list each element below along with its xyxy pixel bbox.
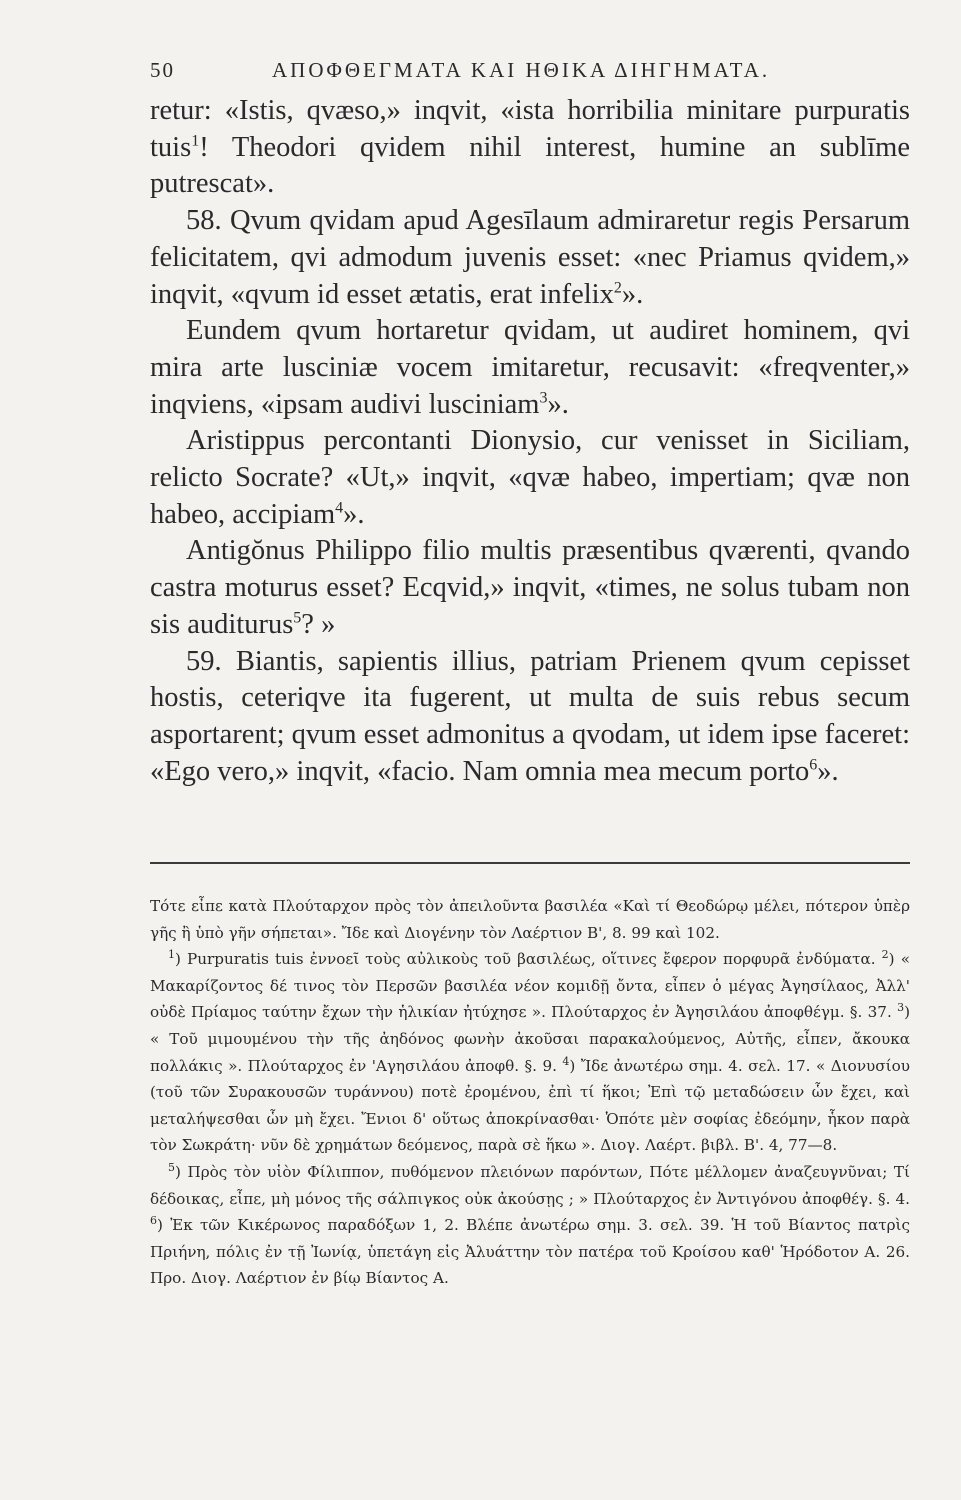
footnote-number-5: 5 [168, 1160, 175, 1174]
footnote-6: ) Ἐκ τῶν Κικέρωνος παραδόξων 1, 2. Βλέπε ἀνωτέρω σημ. 3. σελ. 39. Ἡ τοῦ Βίαντος πατρὶς Πριήνη, πόλις ἐν τῇ Ἰωνίᾳ, ὑπετάγη εἰς Ἀλυάττην τὸν πατέρα τοῦ Κροίσου καθ' Ἡρόδοτον Α. 26. Προ. Διογ. Λαέρτιον ἐν βίῳ Βίαντος Α. [150, 1216, 910, 1288]
footnote-4: ) Ἴδε ἀνωτέρω σημ. 4. σελ. 17. « Διονυσίου (τοῦ τῶν Συρακουσῶν τυράννου) ποτὲ ἐρομένου, ἐπὶ τί ἥκοι; Ἐπὶ τῷ μεταδώσειν ὧν ἔχει, καὶ μεταλήψεσθαι ὧν μὴ ἔχει. Ἔνιοι δ' οὕτως ἀποκρίνασθαι· Ὁπότε μὲν σοφίας ἐδεόμην, ἧκον παρὰ τὸν Σωκράτη· νῦν δὲ χρημάτων δεόμενος, παρὰ σὲ ἥκω ». Διογ. Λαέρτ. βιβλ. Β'. 4, 77—8. [150, 1056, 910, 1155]
footnote-intro: Τότε εἶπε κατὰ Πλούταρχον πρὸς τὸν ἀπειλοῦντα βασιλέα «Καὶ τί Θεοδώρῳ μέλει, πότερον ὑπὲρ γῆς ἢ ὑπὸ γῆν σήπεται». Ἴδε καὶ Διογένην τὸν Λαέρτιον Β', 8. 99 καὶ 102. [150, 897, 910, 942]
paragraph-58: 58. Qvum qvidam apud Agesīlaum admiraretur regis Persarum felicitatem, qvi admodum juvenis esset: «nec Priamus qvidem,» inqvit, «qvum id esset ætatis, erat infelix$^2$». [150, 205, 910, 310]
footnote-ref-3: 3 [539, 389, 548, 407]
footnote-ref-5: 5 [293, 609, 302, 627]
footnote-number-4: 4 [562, 1054, 570, 1068]
footnote-number-2: 2 [881, 948, 889, 962]
page-number: 50 [150, 58, 175, 82]
footnote-ref-1: 1 [191, 132, 200, 150]
running-title: ΑΠΟΦΘΕΓΜΑΤΑ ΚΑΙ ΗΘΙΚΑ ΔΙΗΓΗΜΑΤΑ. [272, 58, 771, 82]
footnote-number-1: 1 [168, 948, 175, 962]
footnotes-block [150, 946, 910, 1159]
footnote-3: ) « Τοῦ μιμουμένου τὴν τῆς ἀηδόνος φωνὴν ἀκοῦσαι παρακαλούμενος, Αὐτῆς, εἶπεν, ἄκουκα πολλάκις ». Πλούταρχος ἐν 'Αγησιλάου ἀποφθ. §. 9. [150, 1003, 910, 1075]
footnote-ref-4: 4 [335, 499, 344, 517]
main-text [150, 93, 910, 790]
paragraph-aristippus: Aristippus percontanti Dionysio, cur venisset in Siciliam, relicto Socrate? «Ut,» inqvit, «qvæ habeo, impertiam; qvæ non habeo, accipiam$^4$». [150, 425, 910, 530]
footnote-number-3: 3 [897, 1001, 905, 1015]
page-header [150, 58, 910, 94]
paragraph-eundem: Eundem qvum hortaretur qvidam, ut audiret hominem, qvi mira arte lusciniæ vocem imitaretur, recusavit: «freqventer,» inqviens, «ipsam audivi lusciniam$^3$». [150, 315, 910, 420]
footnote-1: ) Purpuratis tuis ἐννοεῖ τοὺς αὐλικοὺς τοῦ βασιλέως, οἵτινες ἔφερον πορφυρᾶ ἐνδύματα. [175, 950, 882, 969]
footnote-5: ) Πρὸς τὸν υἱὸν Φίλιππον, πυθόμενον πλειόνων παρόντων, Πότε μέλλομεν ἀναζευγνῦναι; Τί δέδοικας, εἶπε, μὴ μόνος τῆς σάλπιγκος οὐκ ἀκούσῃς ; » Πλούταρχος ἐν Ἀντιγόνου ἀποφθέγ. §. 4. [150, 1162, 910, 1208]
paragraph-antigonus: Antigŏnus Philippo filio multis præsentibus qværenti, qvando castra moturus esset? Ecqvid,» inqvit, «times, ne solus tubam non sis auditurus$^5$? » [150, 535, 910, 640]
footnote-2: ) « Μακαρίζοντος δέ τινος τὸν Περσῶν βασιλέα νέον κομιδῇ ὄντα, εἶπεν ὁ μέγας Ἀγησίλαος, Ἀλλ' οὐδὲ Πρίαμος ταύτην ἔχων τὴν ἡλικίαν ἠτύχησε ». Πλούταρχος ἐν Ἀγησιλάου ἀποφθέγμ. §. 37. [150, 950, 910, 1022]
paragraph-59: 59. Biantis, sapientis illius, patriam Prienem qvum cepisset hostis, ceteriqve ita fugerent, ut multa de suis rebus secum asportarent; qvum esset admonitus a qvodam, ut idem ipse faceret: «Ego vero,» inqvit, «facio. Nam omnia mea mecum porto$^6$». [150, 645, 910, 787]
paragraph-1: retur: «Istis, qvæso,» inqvit, «ista horribilia minitare purpuratis tuis$^1$! Theodori qvidem nihil interest, humine an sublīme putrescat». [150, 95, 910, 200]
footnote-ref-6: 6 [809, 756, 818, 774]
footnotes-block-2 [150, 1159, 910, 1292]
footnote-divider [150, 862, 910, 864]
footnote-ref-2: 2 [613, 279, 622, 297]
footnotes [150, 893, 910, 1292]
footnote-number-6: 6 [150, 1214, 157, 1228]
